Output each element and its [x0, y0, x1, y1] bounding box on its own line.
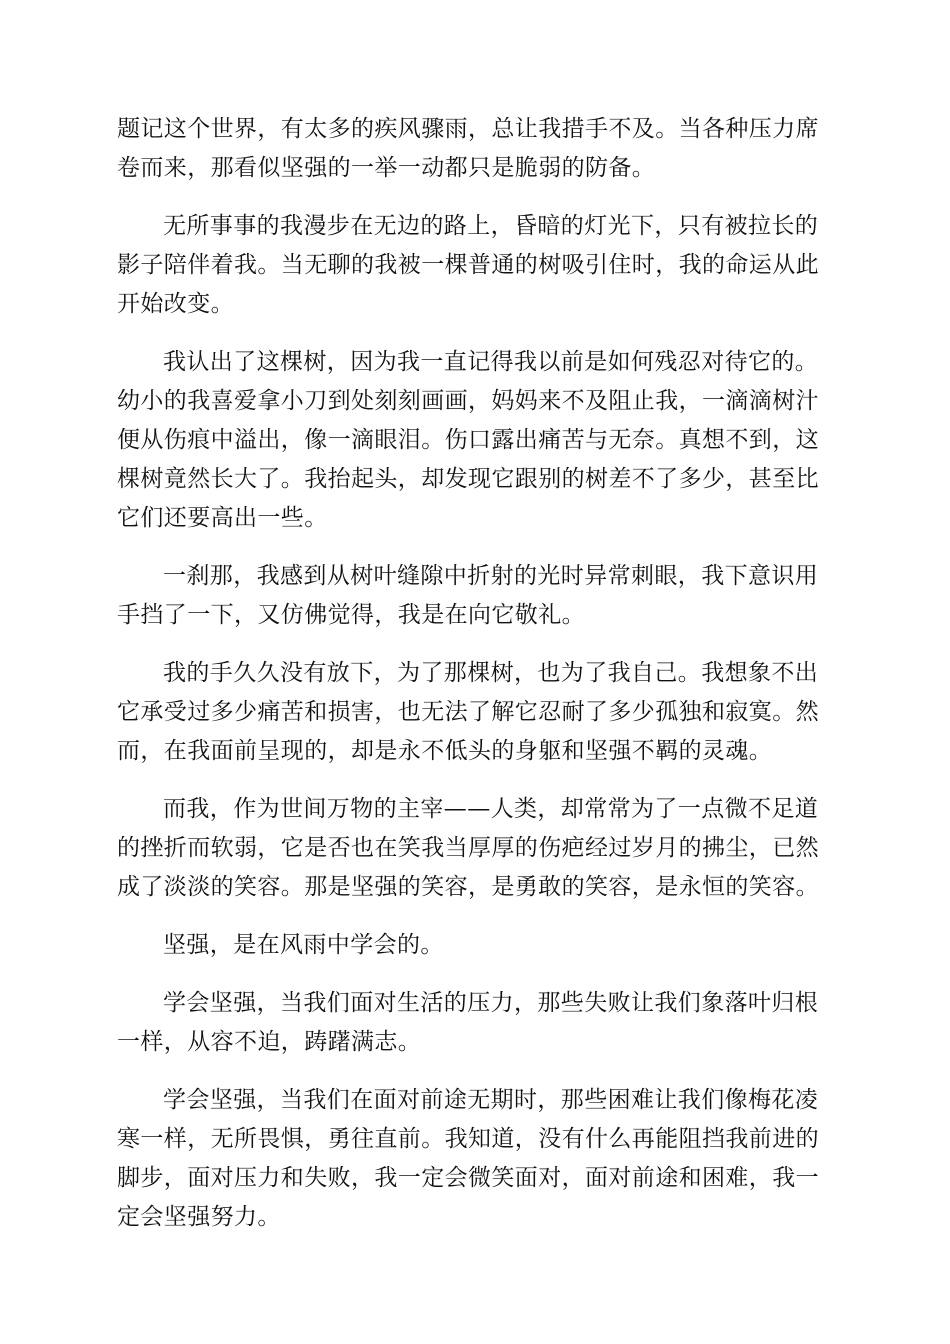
paragraph: 学会坚强，当我们面对生活的压力，那些失败让我们象落叶归根一样，从容不迫，踌躇满志。	[117, 990, 819, 1055]
paragraph: 坚强，是在风雨中学会的。	[163, 932, 444, 958]
paragraph: 而我，作为世间万物的主宰——人类，却常常为了一点微不足道的挫折而软弱，它是否也在笑我当厚厚的伤疤经过岁月的拂尘，已然成了淡淡的笑容。那是坚强的笑容，是勇敢的笑容，是永恒的笑容。	[117, 796, 819, 900]
paragraph-epigraph: 题记这个世界，有太多的疾风骤雨，总让我措手不及。当各种压力席卷而来，那看似坚强的一举一动都只是脆弱的防备。	[117, 116, 819, 181]
paragraph: 我认出了这棵树，因为我一直记得我以前是如何残忍对待它的。幼小的我喜爱拿小刀到处刻刻画画，妈妈来不及阻止我，一滴滴树汁便从伤痕中溢出，像一滴眼泪。伤口露出痛苦与无奈。真想不到，这棵树竟然长大了。我抬起头，却发现它跟别的树差不了多少，甚至比它们还要高出一些。	[117, 349, 819, 531]
paragraph: 我的手久久没有放下，为了那棵树，也为了我自己。我想象不出它承受过多少痛苦和损害，也无法了解它忍耐了多少孤独和寂寞。然而，在我面前呈现的，却是永不低头的身躯和坚强不羁的灵魂。	[117, 660, 819, 764]
document-body	[117, 110, 835, 1256]
paragraph: 一刹那，我感到从树叶缝隙中折射的光时异常刺眼，我下意识用手挡了一下，又仿佛觉得，我是在向它敬礼。	[117, 563, 819, 628]
paragraph: 学会坚强，当我们在面对前途无期时，那些困难让我们像梅花凌寒一样，无所畏惧，勇往直前。我知道，没有什么再能阻挡我前进的脚步，面对压力和失败，我一定会微笑面对，面对前途和困难，我一定会坚强努力。	[117, 1087, 819, 1230]
paragraph: 无所事事的我漫步在无边的路上，昏暗的灯光下，只有被拉长的影子陪伴着我。当无聊的我被一棵普通的树吸引住时，我的命运从此开始改变。	[117, 213, 819, 317]
